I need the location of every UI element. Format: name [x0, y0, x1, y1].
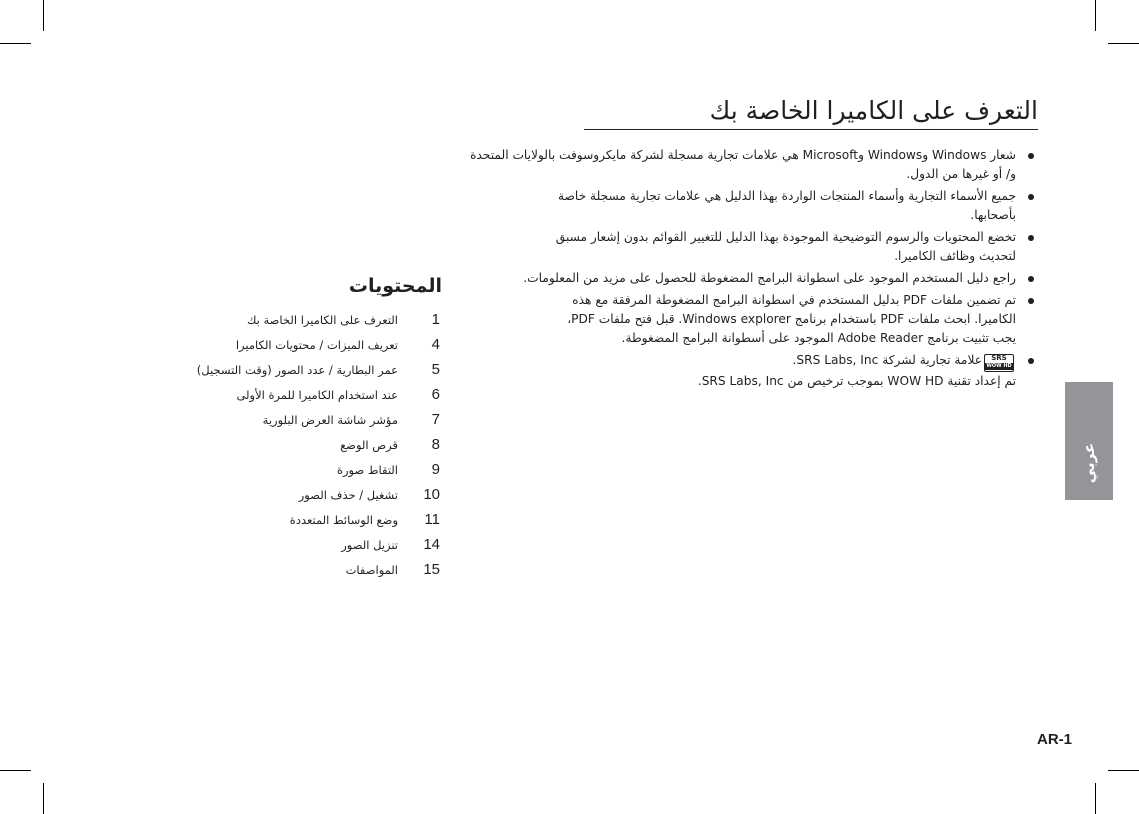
toc-item[interactable] — [200, 532, 440, 557]
toc-page-number: 6 — [431, 386, 440, 403]
toc-page-number: 14 — [423, 536, 440, 553]
title-rule — [584, 129, 1038, 130]
notice-line: تخضع المحتويات والرسوم التوضيحية الموجودة بهذا الدليل للتغيير القوائم بدون إشعار مسبق — [555, 230, 1016, 244]
notice-list — [470, 146, 1036, 394]
notice-text: علامة تجارية لشركة SRS Labs, Inc. — [792, 353, 982, 367]
notice-line: جميع الأسماء التجارية وأسماء المنتجات الواردة بهذا الدليل هي علامات تجارية مسجلة خاصة — [558, 189, 1016, 203]
page-number: AR-1 — [1036, 731, 1072, 748]
toc-label: وضع الوسائط المتعددة — [289, 512, 398, 527]
toc-label: عند استخدام الكاميرا للمرة الأولى — [236, 387, 398, 402]
toc-label: تنزيل الصور — [341, 537, 398, 552]
notice-line: الكاميرا. ابحث ملفات PDF باستخدام برنامج Windows explorer. قبل فتح ملفات PDF، — [567, 312, 1016, 326]
notice-line: يجب تثبيت برنامج Adobe Reader الموجود على أسطوانة البرامج المضغوطة. — [621, 331, 1016, 345]
notice-item — [470, 146, 1036, 184]
toc-item[interactable] — [196, 357, 440, 382]
toc-page-number: 15 — [423, 561, 440, 578]
toc-page-number: 7 — [431, 411, 440, 428]
toc-item[interactable] — [200, 432, 440, 457]
bullet-dot-icon — [1028, 153, 1034, 159]
toc-item[interactable] — [200, 307, 440, 332]
bullet-dot-icon — [1028, 235, 1034, 241]
crop-mark — [0, 770, 31, 771]
toc-label: عمر البطارية / عدد الصور (وقت التسجيل) — [196, 362, 398, 377]
toc-page-number: 1 — [431, 311, 440, 328]
toc-label: التعرف على الكاميرا الخاصة بك — [246, 312, 398, 327]
toc-item[interactable] — [200, 507, 440, 532]
notice-item — [555, 228, 1036, 266]
toc-item[interactable] — [200, 332, 440, 357]
toc-page-number: 4 — [431, 336, 440, 353]
toc-page-number: 5 — [431, 361, 440, 378]
notice-item — [584, 351, 1036, 391]
toc-title: المحتويات — [348, 275, 442, 297]
bullet-dot-icon — [1028, 358, 1034, 364]
notice-line: راجع دليل المستخدم الموجود على اسطوانة البرامج المضغوطة للحصول على مزيد من المعلومات. — [523, 271, 1016, 285]
toc-item[interactable] — [200, 407, 440, 432]
toc-label: التقاط صورة — [336, 462, 398, 477]
toc-item[interactable] — [200, 457, 440, 482]
notice-line: و/ أو غيرها من الدول. — [906, 167, 1016, 181]
toc-label: المواصفات — [345, 562, 398, 577]
notice-item — [567, 291, 1036, 348]
bullet-dot-icon — [1028, 276, 1034, 282]
crop-mark — [0, 43, 31, 44]
crop-mark — [43, 783, 44, 814]
toc-label: تشغيل / حذف الصور — [298, 487, 398, 502]
language-side-tab — [1065, 382, 1113, 500]
notice-line: تم إعداد تقنية WOW HD بموجب ترخيص من SRS Labs, Inc. — [697, 374, 1016, 388]
bullet-dot-icon — [1028, 298, 1034, 304]
toc-item[interactable] — [200, 557, 440, 582]
toc-item[interactable] — [200, 482, 440, 507]
notice-line: بأصحابها. — [970, 208, 1016, 222]
crop-mark — [43, 0, 44, 31]
side-tab-label: عربي — [1080, 442, 1098, 484]
toc-list — [196, 307, 440, 582]
toc-label: تعريف الميزات / محتويات الكاميرا — [235, 337, 398, 352]
notice-line — [584, 351, 1016, 372]
notice-item — [523, 269, 1036, 288]
toc-page-number: 11 — [424, 511, 440, 528]
bullet-dot-icon — [1028, 194, 1034, 200]
logo-bottom-text: WOW HD — [986, 363, 1012, 369]
notice-line: شعار Windows وWindows وMicrosoft هي علامات تجارية مسجلة لشركة مايكروسوفت بالولايات المتحدة — [470, 148, 1016, 162]
crop-mark — [1108, 770, 1139, 771]
notice-item — [558, 187, 1036, 225]
logo-top-text: SRS — [991, 354, 1007, 362]
srs-wowhd-logo-icon — [984, 354, 1014, 372]
toc-item[interactable] — [200, 382, 440, 407]
page-title: التعرف على الكاميرا الخاصة بك — [709, 96, 1038, 125]
notice-line: لتحديث وظائف الكاميرا. — [894, 249, 1016, 263]
crop-mark — [1108, 43, 1139, 44]
notice-line: تم تضمين ملفات PDF بدليل المستخدم في اسطوانة البرامج المضغوطة المرفقة مع هذه — [572, 293, 1016, 307]
crop-mark — [1095, 783, 1096, 814]
toc-page-number: 10 — [423, 486, 440, 503]
toc-label: قرص الوضع — [340, 437, 398, 452]
toc-page-number: 9 — [431, 461, 440, 478]
toc-label: مؤشر شاشة العرض البلورية — [262, 412, 398, 427]
toc-page-number: 8 — [431, 436, 440, 453]
crop-mark — [1095, 0, 1096, 31]
